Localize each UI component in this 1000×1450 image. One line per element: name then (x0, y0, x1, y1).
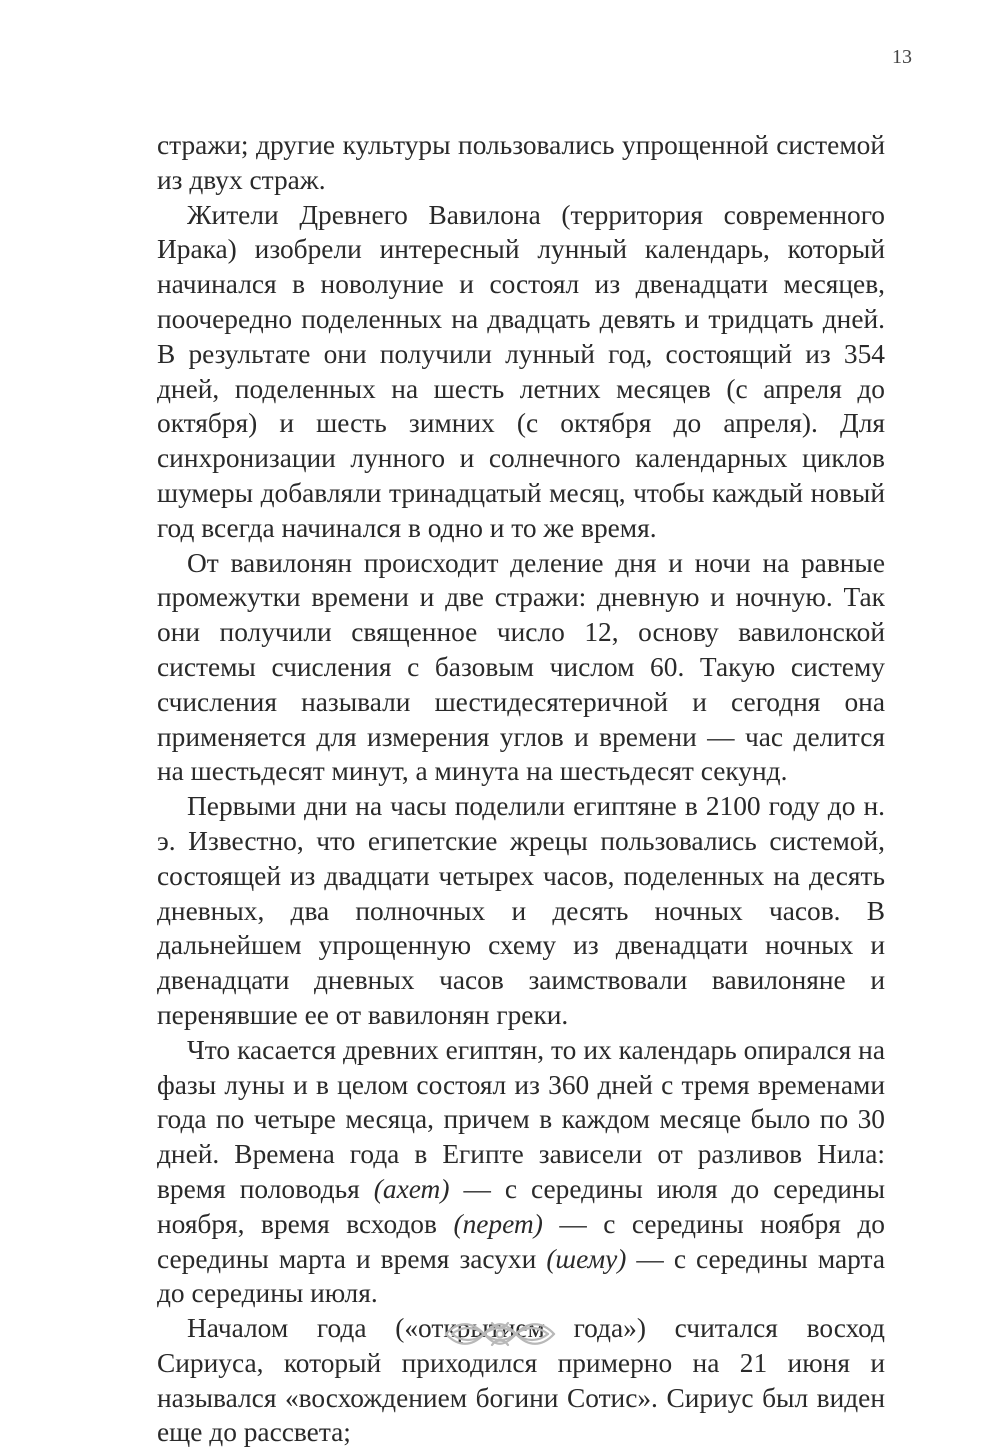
paragraph-3: От вавилонян происходит деление дня и ночи на равные промежутки времени и две стражи: дневную и ночную. Так они получили священное число 12, основу вавилонской системы счисления с базовым числом 60. Такую систему счисления называли шестидесятеричной и сегодня она применяется для измерения углов и времени — час делится на шестьдесят минут, а минута на шестьдесят секунд. (157, 547, 885, 787)
term-peret: (перет) (453, 1208, 543, 1239)
paragraph-6: Началом года («открытием года») считался восход Сириуса, который приходился примерно на 21 июня и назывался «восхождением богини Сотис». Сириус был виден еще до рассвета; (157, 1313, 885, 1448)
paragraph-5-part-4: — с середины марта до середины июля. (157, 1243, 885, 1309)
paragraph-5 (157, 1033, 885, 1311)
term-akhet: (ахет) (373, 1173, 450, 1204)
body-text (157, 128, 885, 1450)
paragraph-1: стражи; другие культуры пользовались упрощенной системой из двух страж. (157, 130, 885, 195)
paragraph-5-part-1: Что касается древних египтян, то их календарь опирался на фазы луны и в целом состоял из 360 дней с тремя временами года по четыре месяца, причем в каждом месяце было по 30 дней. Времена года в Египте зависели от разливов Нила: время половодья (157, 1034, 885, 1204)
page-number: 13 (892, 46, 912, 68)
paragraph-5-part-2: — с середины июля до середины ноября, время всходов (157, 1173, 885, 1239)
paragraph-2: Жители Древнего Вавилона (территория современного Ирака) изобрели интересный лунный календарь, который начинался в новолуние и состоял из двенадцати месяцев, поочередно поделенных на двадцать девять и тридцать дней. В результате они получили лунный год, состоящий из 354 дней, поделенных на шесть летних месяцев (с апреля до октября) и шесть зимних (с октября до апреля). Для синхронизации лунного и солнечного календарных циклов шумеры добавляли тринадцатый месяц, чтобы каждый новый год всегда начинался в одно и то же время. (157, 199, 885, 543)
term-shemu: (шему) (546, 1243, 627, 1274)
knotwork-ornament-icon (442, 1317, 558, 1351)
paragraph-5-part-3: — с середины ноября до середины марта и время засухи (157, 1208, 886, 1274)
paragraph-4: Первыми дни на часы поделили египтяне в 2100 году до н. э. Известно, что египетские жрецы пользовались системой, состоящей из двадцати четырех часов, поделенных на десять дневных, два полночных и десять ночных часов. В дальнейшем упрощенную схему из двенадцати ночных и двенадцати дневных часов заимствовали вавилоняне и перенявшие ее от вавилонян греки. (157, 791, 885, 1030)
